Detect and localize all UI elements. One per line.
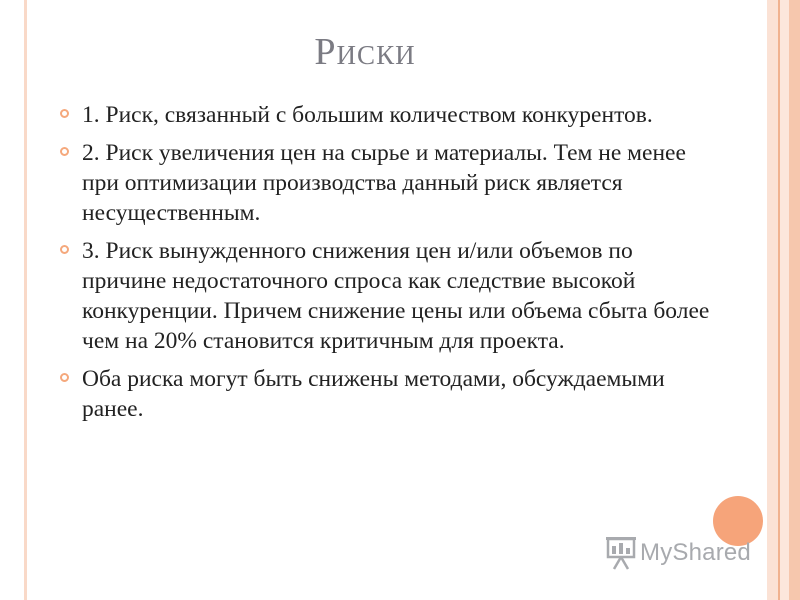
bullet-list (60, 100, 720, 432)
bullet-item (60, 364, 720, 424)
bullet-item (60, 100, 720, 130)
right-stripe (789, 0, 800, 600)
bullet-text: 1. Риск, связанный с большим количеством конкурентов. (82, 102, 653, 128)
bullet-circle-icon (60, 373, 69, 382)
right-stripe (780, 0, 789, 600)
slide-title-text: Риски (314, 31, 416, 73)
bullet-item (60, 236, 720, 356)
watermark-logo (606, 535, 766, 575)
bullet-circle-icon (60, 245, 69, 254)
slide-title (0, 30, 730, 74)
right-stripe (767, 0, 778, 600)
bullet-text: 2. Риск увеличения цен на сырье и материалы. Тем не менее при оптимизации производства данный риск является несущественным. (82, 140, 686, 226)
left-border-line (24, 0, 27, 600)
bullet-item (60, 138, 720, 228)
bullet-text: 3. Риск вынужденного снижения цен и/или объемов по причине недостаточного спроса как следствие высокой конкуренции. Причем снижение цены или объема сбыта более чем на 20% становится критичным для проекта. (82, 238, 710, 354)
watermark-text: MyShared (640, 539, 751, 566)
bullet-circle-icon (60, 147, 69, 156)
bullet-text: Оба риска могут быть снижены методами, обсуждаемыми ранее. (82, 366, 665, 422)
bullet-circle-icon (60, 109, 69, 118)
